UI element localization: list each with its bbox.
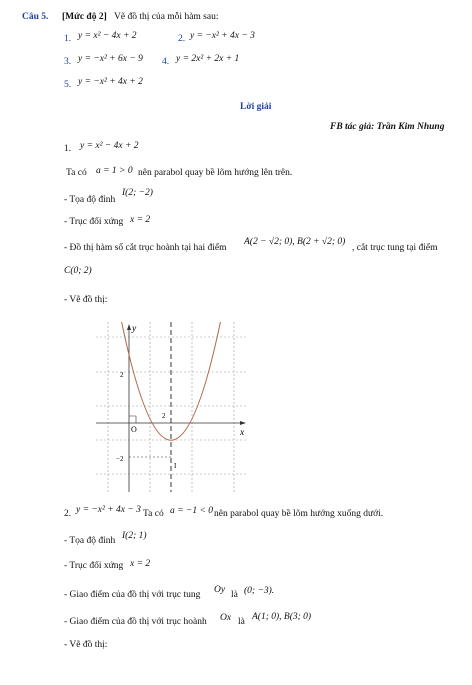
ox-symbol: Ox	[220, 613, 232, 623]
item-expression: y = −x² + 6x − 9	[78, 54, 143, 64]
part-number: 1.	[64, 144, 72, 154]
vertex-value: I(2; 1)	[122, 531, 147, 541]
y-axis-arrow-icon	[127, 324, 131, 330]
axis-value: x = 2	[130, 559, 151, 569]
oy-is: là	[231, 590, 238, 600]
item-number: 5.	[64, 80, 72, 90]
author-credit: FB tác giả: Trần Kim Nhung	[330, 122, 445, 132]
axis-label: - Trục đối xứng	[64, 561, 124, 571]
ta-co-text: Ta có	[143, 509, 164, 519]
axis-label: - Trục đối xứng	[64, 217, 124, 227]
oy-symbol: Oy	[214, 585, 226, 595]
problem-label: Câu 5.	[22, 12, 49, 22]
leading-coefficient: a = 1 > 0	[96, 166, 133, 176]
problem-statement: Vẽ đồ thị của mỗi hàm sau:	[114, 12, 219, 22]
draw-label: - Vẽ đồ thị:	[64, 640, 108, 650]
item-number: 1.	[64, 34, 72, 44]
origin-label: O	[131, 425, 137, 434]
item-expression: y = −x² + 4x − 3	[190, 31, 255, 41]
concavity-text: nên parabol quay bề lõm hướng lên trên.	[138, 168, 293, 178]
y-tick-2: 2	[120, 371, 124, 379]
y-axis-label: y	[132, 324, 137, 334]
item-number: 3.	[64, 57, 72, 67]
oy-point: (0; −3).	[244, 586, 275, 596]
c-point: C(0; 2)	[64, 266, 92, 276]
axis-value: x = 2	[130, 215, 151, 225]
y-tick-minus-2: −2	[116, 455, 124, 463]
item-number: 4.	[162, 57, 170, 67]
item-number: 2.	[178, 34, 186, 44]
intersect-tail: , cắt trục tung tại điểm	[352, 243, 438, 253]
difficulty-level: [Mức độ 2]	[62, 12, 107, 22]
ta-co-text: Ta có	[66, 168, 87, 178]
leading-coefficient: a = −1 < 0	[170, 506, 213, 516]
concavity-text: nên parabol quay bề lõm hướng xuống dưới.	[214, 509, 384, 519]
part-expression: y = x² − 4x + 2	[80, 141, 139, 151]
x-axis-label: x	[240, 428, 245, 438]
part-number: 2.	[64, 509, 72, 519]
item-expression: y = 2x² + 2x + 1	[176, 54, 240, 64]
ox-is: là	[238, 617, 245, 627]
vertex-label: - Tọa độ đỉnh	[64, 536, 116, 546]
intersect-label: - Đồ thị hàm số cắt trục hoành tại hai điểm	[64, 243, 227, 253]
ox-points: A(1; 0), B(3; 0)	[252, 612, 312, 622]
vertex-value: I(2; −2)	[122, 188, 153, 198]
solution-heading: Lời giải	[240, 102, 272, 112]
ox-label: - Giao điểm của đồ thị với trục hoành	[64, 617, 207, 627]
item-expression: y = −x² + 4x + 2	[78, 77, 143, 87]
intersect-points: A(2 − √2; 0), B(2 + √2; 0)	[244, 237, 346, 247]
oy-label: - Giao điểm của đồ thị với trục tung	[64, 590, 201, 600]
parabola-graph	[96, 322, 246, 492]
vertex-label: - Tọa độ đỉnh	[64, 195, 116, 205]
x-axis-arrow-icon	[240, 421, 246, 425]
right-angle-marker	[129, 416, 136, 423]
x-tick-2: 2	[162, 412, 166, 420]
part-expression: y = −x² + 4x − 3	[76, 505, 141, 515]
item-expression: y = x² − 4x + 2	[78, 31, 137, 41]
draw-label: - Vẽ đồ thị:	[64, 295, 108, 305]
vertex-tag: I	[174, 462, 177, 470]
